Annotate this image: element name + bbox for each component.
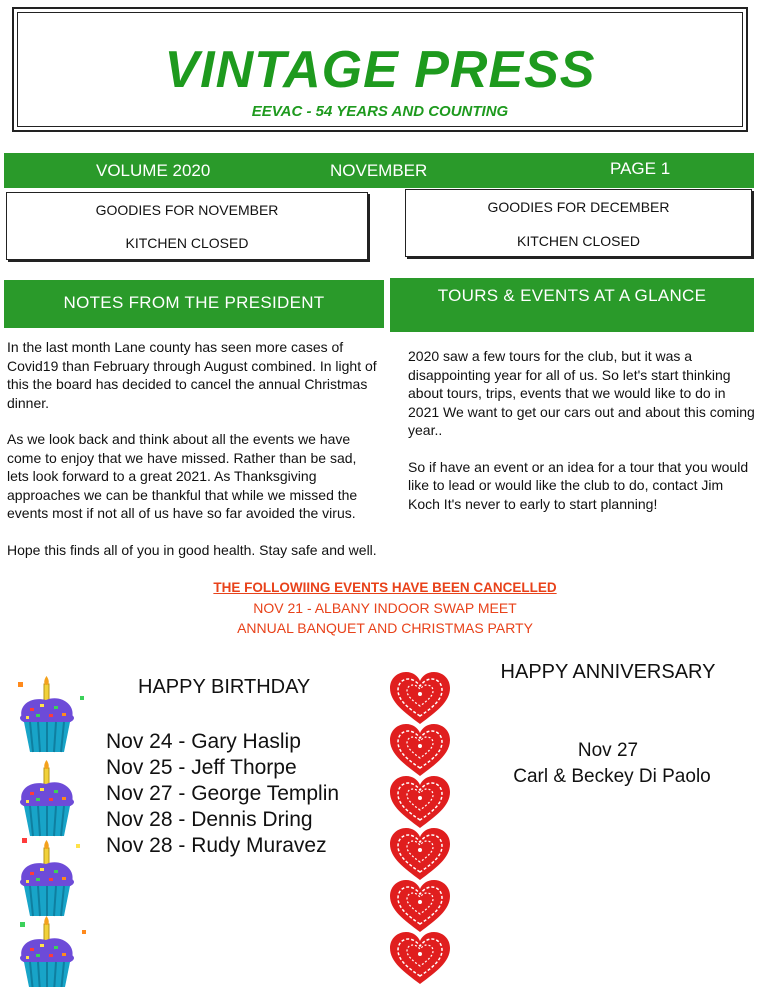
birthday-entry: Nov 24 - Gary Haslip bbox=[106, 730, 301, 753]
newsletter-title: VINTAGE PRESS bbox=[164, 41, 596, 99]
birthday-heading: HAPPY BIRTHDAY bbox=[138, 676, 311, 698]
month-label: NOVEMBER bbox=[330, 161, 428, 180]
cupcake-icon bbox=[20, 760, 74, 836]
lace-hearts-divider bbox=[388, 670, 452, 987]
president-paragraph: In the last month Lane county has seen more cases of Covid19 than February through August combined. In light of this the board has decided to cancel the annual Christmas dinner. bbox=[7, 339, 377, 411]
december-kitchen-text: KITCHEN CLOSED bbox=[517, 233, 640, 249]
volume-bar bbox=[4, 153, 754, 188]
cupcake-icon bbox=[20, 676, 74, 752]
heart-icon bbox=[390, 776, 450, 828]
president-notes bbox=[7, 338, 379, 577]
cancelled-item: NOV 21 - ALBANY INDOOR SWAP MEET bbox=[253, 600, 517, 616]
heart-icon bbox=[390, 932, 450, 984]
anniversary-names: Carl & Beckey Di Paolo bbox=[513, 766, 711, 787]
anniversary-heading: HAPPY ANNIVERSARY bbox=[500, 661, 716, 683]
heart-icon bbox=[390, 828, 450, 880]
heart-icon bbox=[390, 724, 450, 776]
tours-heading: TOURS & EVENTS AT A GLANCE bbox=[390, 278, 754, 332]
tours-notes bbox=[408, 347, 758, 531]
cupcake-icon bbox=[20, 840, 74, 916]
tours-paragraph: So if have an event or an idea for a tour that you would like to lead or would like the club to do, contact Jim Koch It's never to early to start planning! bbox=[408, 458, 749, 512]
heart-icon bbox=[390, 880, 450, 932]
tours-paragraph: 2020 saw a few tours for the club, but it was a disappointing year for all of us. So let's start thinking about tours, trips, events that we would like to do in 2021 We want to get our cars out and about this coming year.. bbox=[408, 348, 755, 438]
cancelled-heading: THE FOLLOWIING EVENTS HAVE BEEN CANCELLED bbox=[213, 580, 557, 595]
president-paragraph: As we look back and think about all the events we have come to enjoy that we have missed. Rather than be sad, lets look forward to a great 2021. As Thanksgiving approaches we can be thankful that while we missed the events most if not all of us have so far avoided the virus. bbox=[7, 431, 358, 521]
volume-label: VOLUME 2020 bbox=[96, 161, 211, 180]
november-goodies-text: GOODIES FOR NOVEMBER bbox=[95, 202, 279, 218]
president-heading: NOTES FROM THE PRESIDENT bbox=[4, 280, 384, 328]
november-goodies-box bbox=[6, 192, 368, 260]
anniversary-date: Nov 27 bbox=[577, 740, 639, 761]
president-paragraph: Hope this finds all of you in good health. Stay safe and well. bbox=[7, 541, 377, 558]
birthday-entry: Nov 28 - Dennis Dring bbox=[106, 808, 313, 831]
cupcake-icon bbox=[20, 916, 74, 987]
heart-icon bbox=[390, 672, 450, 724]
december-goodies-text: GOODIES FOR DECEMBER bbox=[487, 199, 670, 215]
cupcake-column bbox=[16, 672, 96, 987]
november-kitchen-text: KITCHEN CLOSED bbox=[125, 235, 249, 251]
newsletter-subtitle: EEVAC - 54 YEARS AND COUNTING bbox=[251, 103, 509, 120]
birthday-entry: Nov 28 - Rudy Muravez bbox=[106, 834, 327, 857]
cancelled-item: ANNUAL BANQUET AND CHRISTMAS PARTY bbox=[237, 620, 533, 636]
birthday-entry: Nov 25 - Jeff Thorpe bbox=[106, 756, 297, 779]
december-goodies-box bbox=[405, 189, 752, 257]
birthday-entry: Nov 27 - George Templin bbox=[106, 782, 340, 805]
birthday-list bbox=[106, 729, 386, 859]
page-label: PAGE 1 bbox=[610, 159, 671, 178]
